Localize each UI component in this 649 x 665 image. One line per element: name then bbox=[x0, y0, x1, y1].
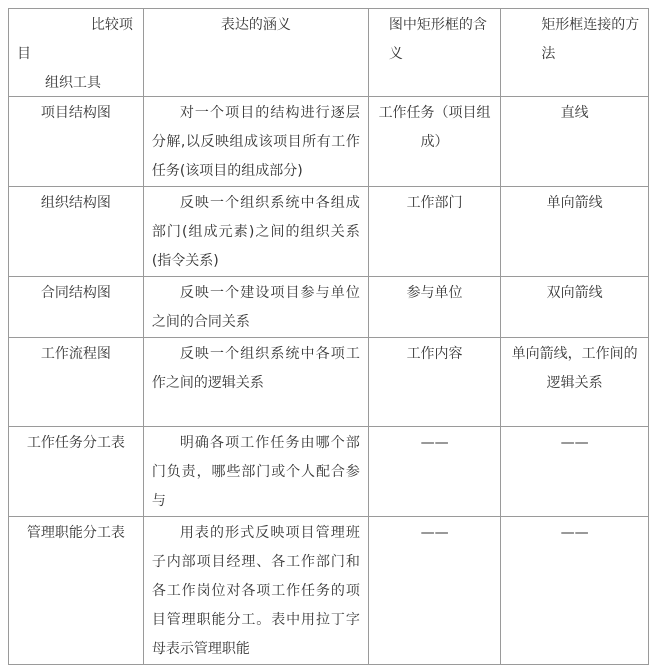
row-connection: 单向箭线，工作间的逻辑关系 bbox=[501, 338, 649, 427]
table-row bbox=[9, 97, 649, 187]
row-box-meaning: 参与单位 bbox=[368, 277, 500, 338]
comparison-table bbox=[8, 8, 649, 665]
row-name: 组织结构图 bbox=[9, 187, 144, 277]
header-diag-top: 比较项 bbox=[90, 17, 133, 33]
row-box-meaning: 工作任务（项目组成） bbox=[368, 97, 500, 187]
row-connection: 双向箭线 bbox=[501, 277, 649, 338]
row-description: 反映一个建设项目参与单位之间的合同关系 bbox=[143, 277, 368, 338]
row-description: 对一个项目的结构进行逐层分解,以反映组成该项目所有工作任务(该项目的组成部分) bbox=[143, 97, 368, 187]
row-description: 反映一个组织系统中各组成部门(组成元素)之间的组织关系(指令关系) bbox=[143, 187, 368, 277]
row-description: 明确各项工作任务由哪个部门负责，哪些部门或个人配合参与 bbox=[143, 427, 368, 517]
table-row bbox=[9, 517, 649, 665]
row-connection: 单向箭线 bbox=[501, 187, 649, 277]
row-description: 反映一个组织系统中各项工作之间的逻辑关系 bbox=[143, 338, 368, 427]
header-col2: 表达的涵义 bbox=[143, 9, 368, 97]
row-box-meaning: 工作内容 bbox=[368, 338, 500, 427]
table-row bbox=[9, 187, 649, 277]
header-row bbox=[9, 9, 649, 97]
header-col3: 图中矩形框的含义 bbox=[368, 9, 500, 97]
row-box-meaning: 工作部门 bbox=[368, 187, 500, 277]
table-row bbox=[9, 427, 649, 517]
row-connection: —— bbox=[501, 517, 649, 665]
header-diagonal-cell bbox=[9, 9, 144, 97]
row-name: 项目结构图 bbox=[9, 97, 144, 187]
row-box-meaning: —— bbox=[368, 517, 500, 665]
row-name: 合同结构图 bbox=[9, 277, 144, 338]
table-row bbox=[9, 338, 649, 427]
row-box-meaning: —— bbox=[368, 427, 500, 517]
row-name: 工作任务分工表 bbox=[9, 427, 144, 517]
row-name: 工作流程图 bbox=[9, 338, 144, 427]
row-connection: 直线 bbox=[501, 97, 649, 187]
row-connection: —— bbox=[501, 427, 649, 517]
table-row bbox=[9, 277, 649, 338]
header-col4: 矩形框连接的方法 bbox=[501, 9, 649, 97]
header-diag-mid: 目 bbox=[17, 46, 31, 62]
row-name: 管理职能分工表 bbox=[9, 517, 144, 665]
header-diag-bottom: 组织工具 bbox=[45, 75, 101, 91]
row-description: 用表的形式反映项目管理班子内部项目经理、各工作部门和各工作岗位对各项工作任务的项目管理职能分工。表中用拉丁字母表示管理职能 bbox=[143, 517, 368, 665]
